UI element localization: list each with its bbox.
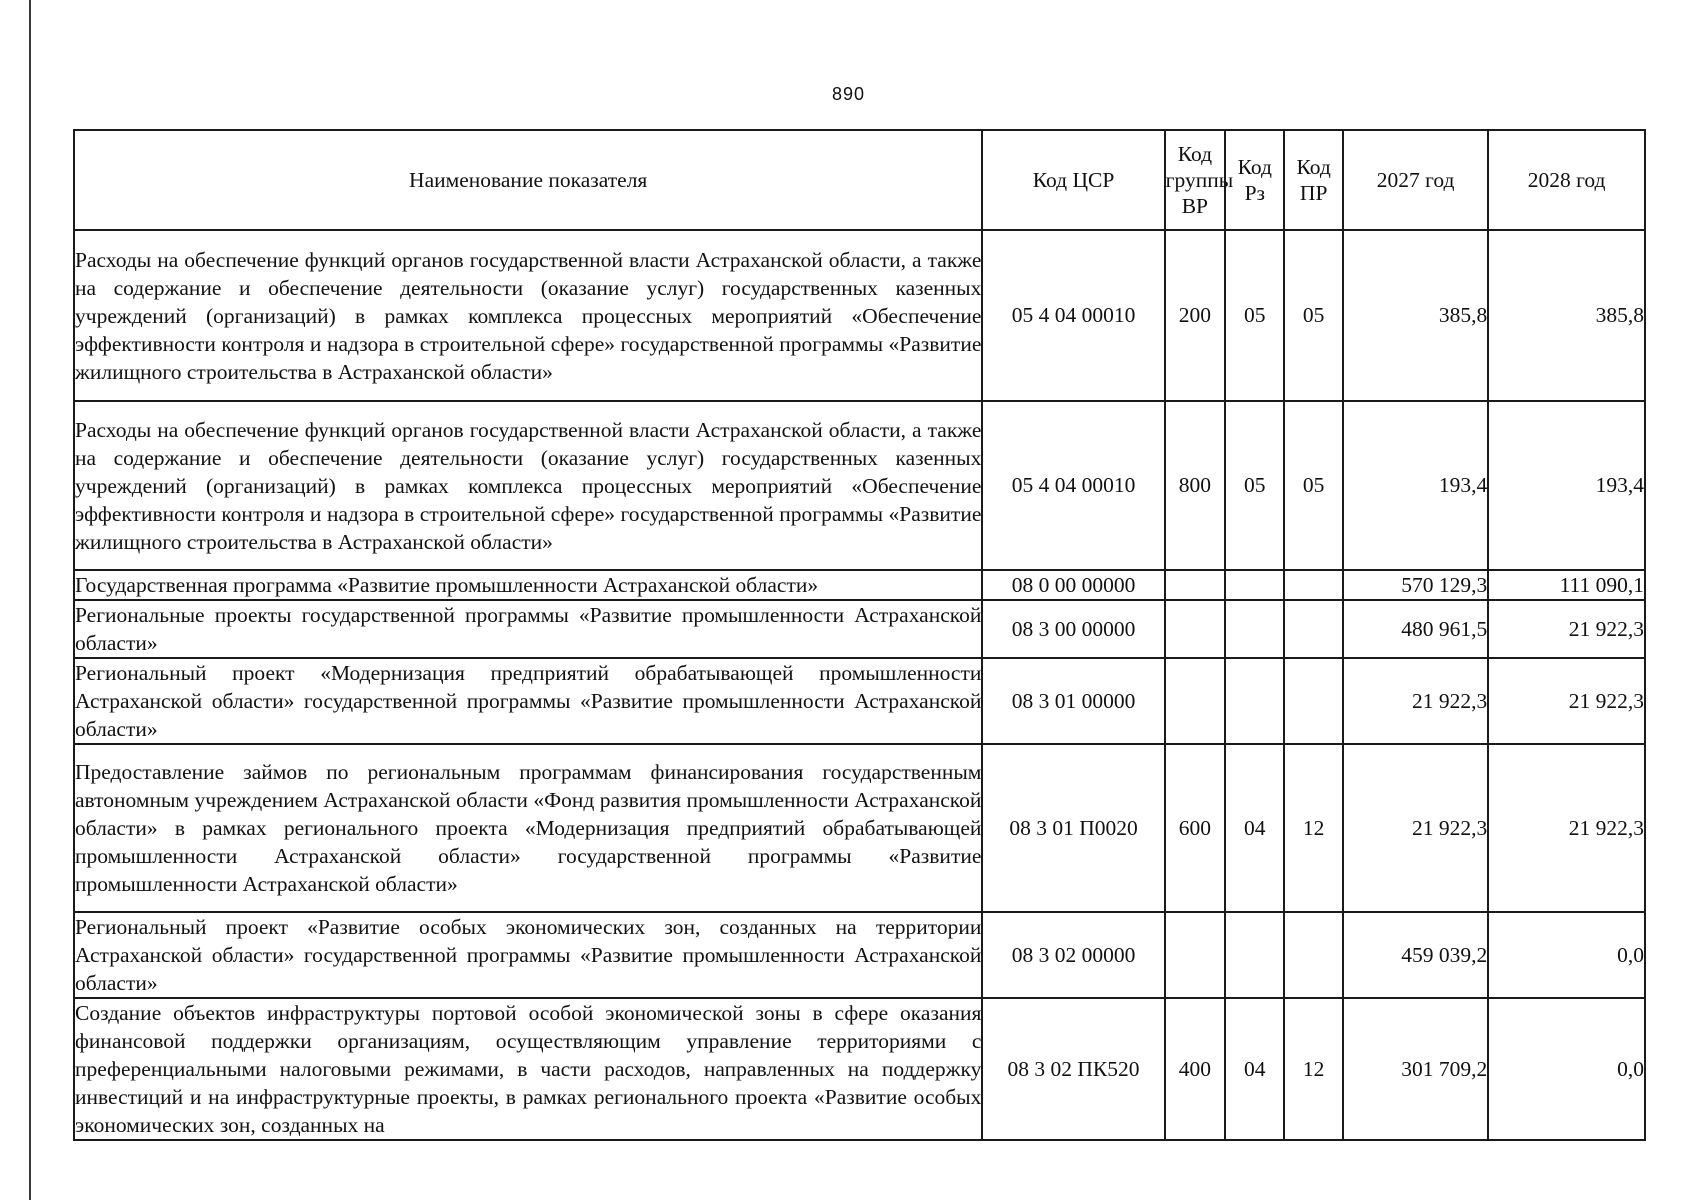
- table-row: [74, 600, 1645, 658]
- header-pr: Код ПР: [1284, 130, 1342, 230]
- row-vr-code: 600: [1165, 744, 1225, 912]
- table-row: [74, 912, 1645, 998]
- row-pr-code: [1284, 600, 1342, 658]
- page-binding-line: [29, 0, 31, 1200]
- table-row: [74, 744, 1645, 912]
- row-rz-code: [1225, 912, 1284, 998]
- row-value-2028: 21 922,3: [1488, 658, 1645, 744]
- row-value-2028: 21 922,3: [1488, 744, 1645, 912]
- row-pr-code: [1284, 658, 1342, 744]
- row-vr-code: [1165, 912, 1225, 998]
- row-name: Региональный проект «Модернизация предприятий обрабатывающей промышленности Астраханской области» государственной программы «Развитие промышленности Астраханской области»: [74, 658, 982, 744]
- row-value-2027: 570 129,3: [1343, 570, 1488, 600]
- row-name: Государственная программа «Развитие промышленности Астраханской области»: [74, 570, 982, 600]
- row-value-2028: 193,4: [1488, 401, 1645, 570]
- row-value-2027: 480 961,5: [1343, 600, 1488, 658]
- row-pr-code: 05: [1284, 230, 1342, 401]
- row-vr-code: [1165, 570, 1225, 600]
- row-csr-code: 08 0 00 00000: [982, 570, 1164, 600]
- row-csr-code: 08 3 02 ПК520: [982, 998, 1164, 1140]
- header-name: Наименование показателя: [74, 130, 982, 230]
- row-rz-code: [1225, 600, 1284, 658]
- row-value-2027: 385,8: [1343, 230, 1488, 401]
- row-vr-code: [1165, 658, 1225, 744]
- row-value-2028: 385,8: [1488, 230, 1645, 401]
- row-csr-code: 05 4 04 00010: [982, 401, 1164, 570]
- row-pr-code: [1284, 912, 1342, 998]
- row-pr-code: [1284, 570, 1342, 600]
- row-name: Предоставление займов по региональным программам финансирования государственным автономным учреждением Астраханской области «Фонд развития промышленности Астраханской области» в рамках регионального проекта «Модернизация предприятий обрабатывающей промышленности Астраханской области» государственной программы «Развитие промышленности Астраханской области»: [74, 744, 982, 912]
- row-csr-code: 08 3 01 П0020: [982, 744, 1164, 912]
- header-2027: 2027 год: [1343, 130, 1488, 230]
- row-rz-code: [1225, 658, 1284, 744]
- row-value-2027: 193,4: [1343, 401, 1488, 570]
- header-vr: Код группы ВР: [1165, 130, 1225, 230]
- header-rz: Код Рз: [1225, 130, 1284, 230]
- row-rz-code: 04: [1225, 998, 1284, 1140]
- row-value-2028: 0,0: [1488, 998, 1645, 1140]
- row-rz-code: 05: [1225, 401, 1284, 570]
- row-value-2027: 459 039,2: [1343, 912, 1488, 998]
- row-pr-code: 12: [1284, 998, 1342, 1140]
- row-vr-code: 200: [1165, 230, 1225, 401]
- row-value-2027: 21 922,3: [1343, 658, 1488, 744]
- row-name: Создание объектов инфраструктуры портовой особой экономической зоны в сфере оказания финансовой поддержки организациям, осуществляющим управление территориями с преференциальными налоговыми режимами, в части расходов, направленных на поддержку инвестиций и на инфраструктурные проекты, в рамках регионального проекта «Развитие особых экономических зон, созданных на: [74, 998, 982, 1140]
- row-value-2027: 301 709,2: [1343, 998, 1488, 1140]
- row-value-2027: 21 922,3: [1343, 744, 1488, 912]
- budget-table: [73, 129, 1646, 1141]
- table-row: [74, 401, 1645, 570]
- header-csr: Код ЦСР: [982, 130, 1164, 230]
- row-rz-code: 05: [1225, 230, 1284, 401]
- row-csr-code: 08 3 00 00000: [982, 600, 1164, 658]
- row-name: Региональные проекты государственной программы «Развитие промышленности Астраханской области»: [74, 600, 982, 658]
- table-row: [74, 230, 1645, 401]
- row-rz-code: 04: [1225, 744, 1284, 912]
- row-vr-code: 400: [1165, 998, 1225, 1140]
- row-csr-code: 08 3 02 00000: [982, 912, 1164, 998]
- row-name: Региональный проект «Развитие особых экономических зон, созданных на территории Астраханской области» государственной программы «Развитие промышленности Астраханской области»: [74, 912, 982, 998]
- table-header-row: [74, 130, 1645, 230]
- row-csr-code: 08 3 01 00000: [982, 658, 1164, 744]
- header-2028: 2028 год: [1488, 130, 1645, 230]
- row-name: Расходы на обеспечение функций органов государственной власти Астраханской области, а также на содержание и обеспечение деятельности (оказание услуг) государственных казенных учреждений (организаций) в рамках комплекса процессных мероприятий «Обеспечение эффективности контроля и надзора в строительной сфере» государственной программы «Развитие жилищного строительства в Астраханской области»: [74, 230, 982, 401]
- row-value-2028: 111 090,1: [1488, 570, 1645, 600]
- row-rz-code: [1225, 570, 1284, 600]
- row-name: Расходы на обеспечение функций органов государственной власти Астраханской области, а также на содержание и обеспечение деятельности (оказание услуг) государственных казенных учреждений (организаций) в рамках комплекса процессных мероприятий «Обеспечение эффективности контроля и надзора в строительной сфере» государственной программы «Развитие жилищного строительства в Астраханской области»: [74, 401, 982, 570]
- table-row: [74, 658, 1645, 744]
- row-value-2028: 0,0: [1488, 912, 1645, 998]
- row-pr-code: 12: [1284, 744, 1342, 912]
- table-row: [74, 570, 1645, 600]
- row-csr-code: 05 4 04 00010: [982, 230, 1164, 401]
- page-number: 890: [831, 84, 866, 104]
- row-pr-code: 05: [1284, 401, 1342, 570]
- row-value-2028: 21 922,3: [1488, 600, 1645, 658]
- row-vr-code: [1165, 600, 1225, 658]
- table-row: [74, 998, 1645, 1140]
- row-vr-code: 800: [1165, 401, 1225, 570]
